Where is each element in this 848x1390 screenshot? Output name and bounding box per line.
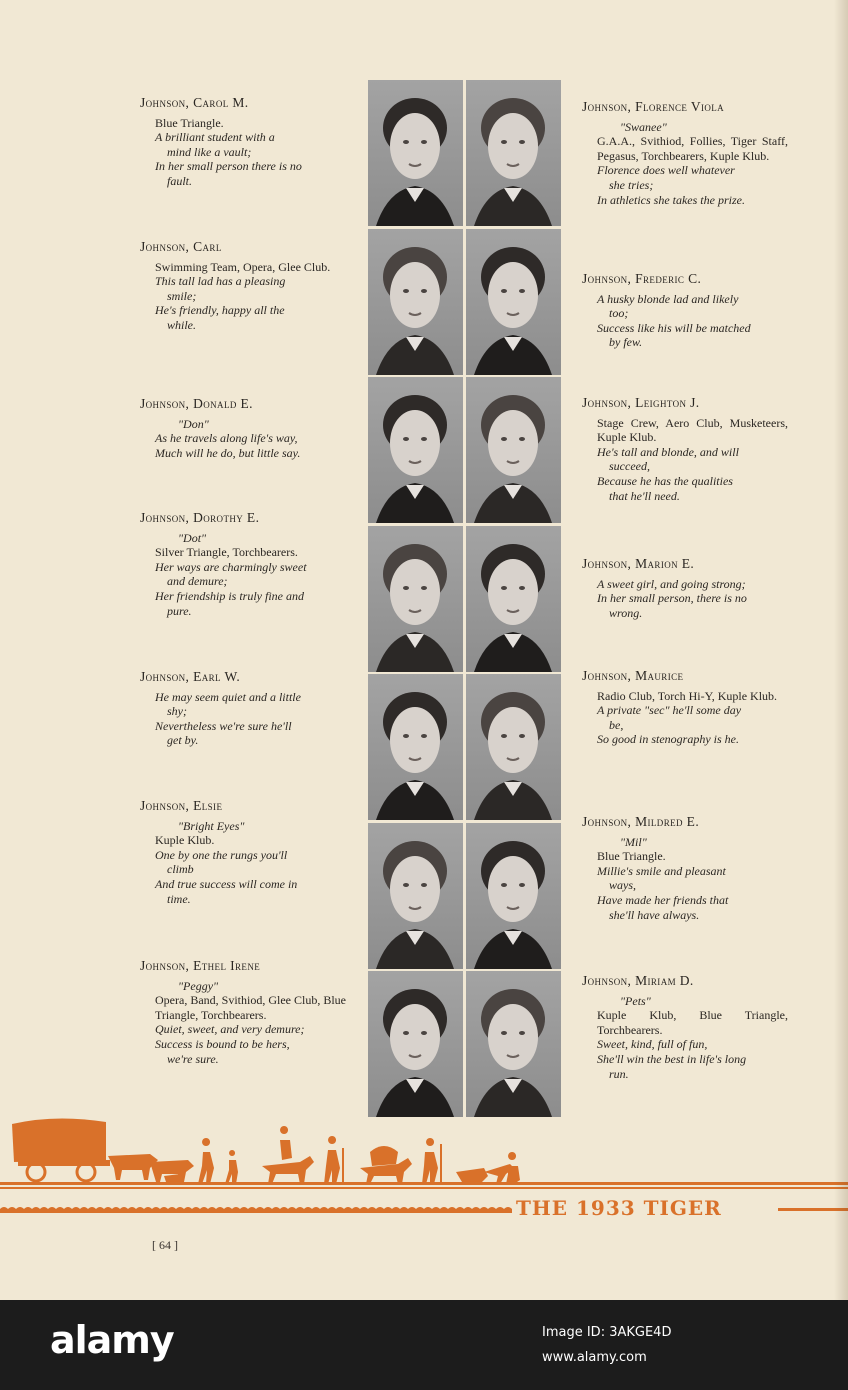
verse-line: In athletics she takes the prize. [597, 192, 745, 207]
portrait-photo [466, 377, 561, 523]
verse-line: Florence does well whatever [597, 163, 735, 178]
verse-line: succeed, [609, 459, 650, 474]
verse-line: she'll have always. [609, 907, 700, 922]
student-verse [140, 848, 346, 906]
verse-line: In her small person there is no [155, 159, 302, 174]
student-name: Johnson, Leighton J. [582, 395, 700, 410]
student-verse [140, 690, 346, 748]
student-activities: Opera, Band, Svithiod, Glee Club, Blue Triangle, Torchbearers. [155, 993, 346, 1022]
verse-line: and demure; [167, 574, 228, 589]
student-entry [140, 799, 346, 906]
verse-line: Nevertheless we're sure he'll [155, 718, 292, 733]
student-activities: G.A.A., Svithiod, Follies, Tiger Staff, Pegasus, Torchbearers, Kuple Klub. [597, 134, 788, 163]
verse-line: Success like his will be matched [597, 320, 751, 335]
student-nickname: "Pets" [620, 993, 651, 1008]
verse-line: She'll win the best in life's long [597, 1051, 747, 1066]
verse-line: too; [609, 306, 629, 321]
student-name: Johnson, Marion E. [582, 556, 695, 571]
banner-title: THE 1933 TIGER [516, 1196, 722, 1220]
student-verse [140, 130, 346, 188]
verse-line: This tall lad has a pleasing [155, 274, 286, 289]
verse-line: He's friendly, happy all the [155, 303, 285, 318]
portrait-photo [466, 971, 561, 1117]
verse-line: Success is bound to be hers, [155, 1036, 290, 1051]
student-nickname: "Swanee" [620, 119, 667, 134]
student-entry [582, 272, 788, 350]
student-entry [582, 815, 788, 922]
student-verse [140, 560, 346, 618]
student-entry [140, 959, 346, 1066]
student-entry [140, 96, 346, 189]
portrait-photo [466, 823, 561, 969]
verse-line: we're sure. [167, 1051, 219, 1066]
student-verse [582, 292, 788, 350]
student-activities: Kuple Klub. [155, 833, 215, 848]
verse-line: A brilliant student with a [155, 130, 275, 145]
student-entry [140, 670, 346, 748]
portrait-photo [368, 823, 463, 969]
verse-line: Her ways are charmingly sweet [155, 559, 307, 574]
portrait-photo [466, 229, 561, 375]
student-entry [582, 396, 788, 503]
image-id-label: Image ID: 3AKGE4D [542, 1325, 672, 1340]
student-name: Johnson, Elsie [140, 798, 223, 813]
portrait-photo [368, 377, 463, 523]
student-name: Johnson, Frederic C. [582, 271, 702, 286]
student-name: Johnson, Ethel Irene [140, 958, 261, 973]
student-activities: Stage Crew, Aero Club, Musketeers, Kuple Klub. [597, 415, 788, 445]
student-nickname: "Bright Eyes" [178, 818, 245, 833]
portrait-photo [368, 229, 463, 375]
verse-line: run. [609, 1066, 629, 1081]
verse-line: Because he has the qualities [597, 473, 733, 488]
portrait-photo [368, 526, 463, 672]
student-verse [140, 274, 346, 332]
student-entry [140, 240, 346, 333]
student-verse [140, 431, 346, 460]
student-activities: Blue Triangle. [597, 849, 666, 864]
verse-line: A private "sec" he'll some day [597, 703, 742, 718]
student-entry [140, 511, 346, 618]
student-verse [582, 577, 788, 621]
verse-line: fault. [167, 173, 193, 188]
stock-logo: alamy [50, 1318, 174, 1362]
verse-line: ways, [609, 878, 636, 893]
student-verse [582, 445, 788, 503]
student-verse [582, 1037, 788, 1081]
stock-url: www.alamy.com [542, 1350, 647, 1365]
student-verse [582, 163, 788, 207]
student-activities: Silver Triangle, Torchbearers. [155, 545, 298, 560]
portrait-photo [368, 971, 463, 1117]
student-name: Johnson, Carol M. [140, 95, 249, 110]
student-name: Johnson, Miriam D. [582, 973, 694, 988]
wagon-train-silhouettes [12, 1118, 520, 1184]
student-nickname: "Dot" [178, 530, 207, 545]
student-entry [582, 669, 788, 747]
student-name: Johnson, Dorothy E. [140, 510, 260, 525]
student-entry [140, 397, 346, 460]
student-nickname: "Peggy" [178, 978, 219, 993]
student-entry [582, 100, 788, 207]
student-entry [582, 557, 788, 620]
verse-line: she tries; [609, 177, 654, 192]
verse-line: A husky blonde lad and likely [597, 291, 739, 306]
verse-line: that he'll need. [609, 488, 680, 503]
verse-line: One by one the rungs you'll [155, 847, 288, 862]
verse-line: pure. [167, 603, 192, 618]
portrait-photo [466, 674, 561, 820]
student-name: Johnson, Earl W. [140, 669, 241, 684]
student-verse [582, 703, 788, 747]
verse-line: So good in stenography is he. [597, 732, 739, 747]
student-name: Johnson, Maurice [582, 668, 684, 683]
verse-line: be, [609, 717, 624, 732]
student-name: Johnson, Florence Viola [582, 99, 725, 114]
student-name: Johnson, Carl [140, 239, 222, 254]
verse-line: by few. [609, 335, 643, 350]
verse-line: And true success will come in [155, 876, 298, 891]
verse-line: Millie's smile and pleasant [597, 863, 726, 878]
verse-line: In her small person, there is no [597, 591, 747, 606]
portrait-photo [466, 526, 561, 672]
student-activities: Blue Triangle. [155, 115, 224, 130]
verse-line: Have made her friends that [597, 892, 729, 907]
verse-line: get by. [167, 733, 199, 748]
verse-line: Quiet, sweet, and very demure; [155, 1022, 305, 1037]
verse-line: mind like a vault; [167, 144, 252, 159]
verse-line: smile; [167, 288, 197, 303]
verse-line: He's tall and blonde, and will [597, 444, 739, 459]
verse-line: Her friendship is truly fine and [155, 588, 304, 603]
portrait-photo [466, 80, 561, 226]
page-number: [ 64 ] [152, 1238, 178, 1252]
student-activities: Radio Club, Torch Hi-Y, Kuple Klub. [597, 688, 778, 703]
verse-line: He may seem quiet and a little [155, 689, 301, 704]
student-name: Johnson, Donald E. [140, 396, 253, 411]
student-verse [582, 864, 788, 922]
student-entry [582, 974, 788, 1081]
verse-line: Sweet, kind, full of fun, [597, 1037, 708, 1052]
verse-line: climb [167, 862, 194, 877]
verse-line: wrong. [609, 605, 643, 620]
verse-line: As he travels along life's way, [155, 431, 298, 446]
portrait-photo [368, 80, 463, 226]
portrait-photo [368, 674, 463, 820]
verse-line: while. [167, 317, 196, 332]
verse-line: shy; [167, 704, 187, 719]
student-verse [140, 1022, 346, 1066]
verse-line: A sweet girl, and going strong; [597, 576, 746, 591]
student-activities: Kuple Klub, Blue Triangle, Torchbearers. [597, 1008, 788, 1037]
student-nickname: "Mil" [620, 834, 647, 849]
student-activities: Swimming Team, Opera, Glee Club. [155, 259, 331, 274]
student-name: Johnson, Mildred E. [582, 814, 700, 829]
verse-line: Much will he do, but little say. [155, 445, 301, 460]
student-nickname: "Don" [178, 416, 209, 431]
verse-line: time. [167, 891, 191, 906]
